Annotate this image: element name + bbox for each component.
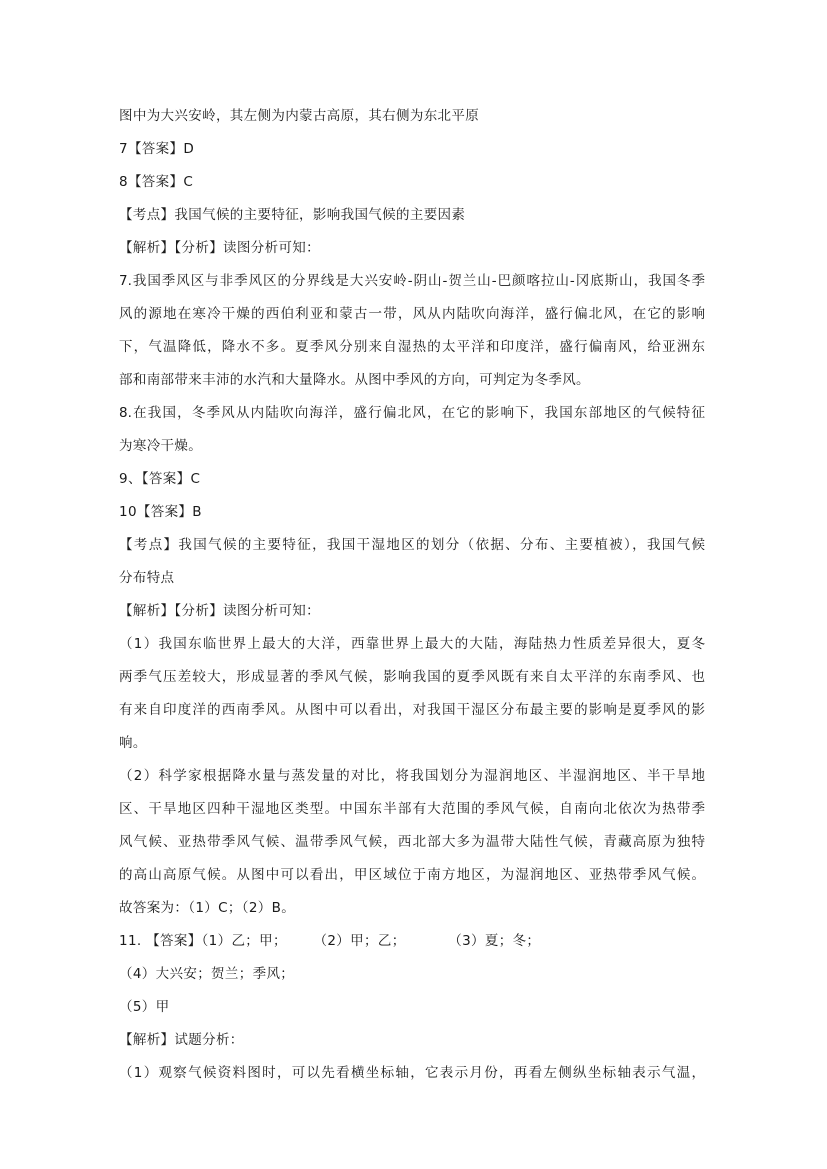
paragraph-8-line-2: 为寒冷干燥。 (119, 438, 203, 454)
paragraph-9-line-3: 有来自印度洋的西南季风。从图中可以看出，对我国干湿区分布最主要的影响是夏季风的影 (119, 702, 705, 718)
jiexi-heading-7-8: 【解析】【分析】读图分析可知： (119, 240, 320, 256)
paragraph-10-line-1: （2）科学家根据降水量与蒸发量的对比，将我国划分为湿润地区、半湿润地区、半干旱地 (119, 768, 705, 784)
jiexi-heading-11: 【解析】试题分析： (119, 1032, 244, 1048)
paragraph-10-line-3: 风气候、亚热带季风气候、温带季风气候，西北部大多为温带大陆性气候，青藏高原为独特 (119, 834, 705, 850)
paragraph-9-line-2: 两季气压差较大，形成显著的季风气候，影响我国的夏季风既有来自太平洋的东南季风、也 (119, 669, 705, 685)
paragraph-10-line-2: 区、干旱地区四种干湿地区类型。中国东半部有大范围的季风气候，自南向北依次为热带季 (119, 801, 705, 817)
jiexi-heading-9-10: 【解析】【分析】读图分析可知： (119, 603, 320, 619)
answer-11-part-3: （3）夏；冬； (448, 933, 541, 949)
answer-summary-9-10: 故答案为：（1）C；（2）B。 (119, 900, 296, 916)
answer-9: 9、【答案】C (119, 471, 201, 487)
paragraph-10-line-4: 的高山高原气候。从图中可以看出，甲区域位于南方地区，为湿润地区、亚热带季风气候。 (119, 867, 705, 883)
text-line-intro: 图中为大兴安岭，其左侧为内蒙古高原，其右侧为东北平原 (119, 108, 480, 124)
answer-10: 10【答案】B (119, 504, 202, 520)
kaodian-7-8: 【考点】我国气候的主要特征，影响我国气候的主要因素 (119, 207, 466, 223)
kaodian-9-10-line-2: 分布特点 (119, 570, 175, 586)
paragraph-9-line-4: 响。 (119, 735, 147, 751)
answer-11-part-2: （2）甲；乙； (313, 933, 406, 949)
answer-11-line (119, 932, 540, 950)
answer-11-part-5: （5）甲 (119, 999, 170, 1015)
paragraph-7-line-4: 部和南部带来丰沛的水汽和大量降水。从图中季风的方向，可判定为冬季风。 (119, 372, 590, 388)
answer-11-part-4: （4）大兴安；贺兰；季风； (119, 966, 295, 982)
paragraph-8-line-1: 8.在我国，冬季风从内陆吹向海洋，盛行偏北风，在它的影响下，我国东部地区的气候特征 (119, 405, 705, 421)
kaodian-9-10-line-1: 【考点】我国气候的主要特征，我国干湿地区的划分（依据、分布、主要植被），我国气候 (119, 537, 705, 553)
paragraph-9-line-1: （1）我国东临世界上最大的大洋，西靠世界上最大的大陆，海陆热力性质差异很大，夏冬 (119, 636, 705, 652)
paragraph-7-line-1: 7.我国季风区与非季风区的分界线是大兴安岭-阴山-贺兰山-巴颜喀拉山-冈底斯山，我国冬季 (119, 273, 705, 289)
paragraph-11-line-1: （1）观察气候资料图时，可以先看横坐标轴，它表示月份，再看左侧纵坐标轴表示气温， (119, 1065, 705, 1081)
paragraph-7-line-2: 风的源地在寒冷干燥的西伯利亚和蒙古一带，风从内陆吹向海洋，盛行偏北风，在它的影响 (119, 306, 705, 322)
answer-7: 7【答案】D (119, 141, 195, 157)
answer-11-head: 11. 【答案】（1）乙；甲； (119, 933, 287, 949)
paragraph-7-line-3: 下，气温降低，降水不多。夏季风分别来自湿热的太平洋和印度洋，盛行偏南风，给亚洲东 (119, 339, 705, 355)
answer-8: 8【答案】C (119, 174, 194, 190)
